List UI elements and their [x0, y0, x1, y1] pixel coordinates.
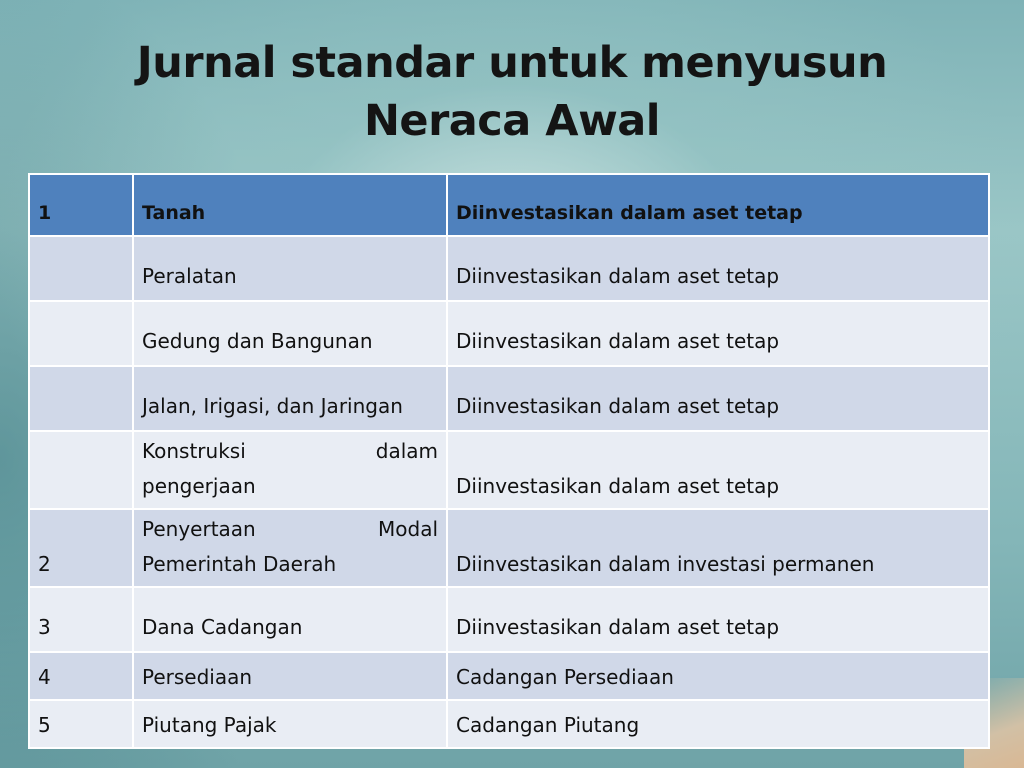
cell-number: 1: [29, 174, 133, 236]
cell-description: Diinvestasikan dalam aset tetap: [447, 301, 989, 366]
cell-description: Diinvestasikan dalam aset tetap: [447, 366, 989, 431]
cell-number: [29, 301, 133, 366]
cell-description: Diinvestasikan dalam aset tetap: [447, 236, 989, 301]
table-row-header: [29, 174, 989, 236]
cell-item: Tanah: [133, 174, 447, 236]
cell-description: Diinvestasikan dalam aset tetap: [447, 587, 989, 652]
cell-item: [133, 431, 447, 509]
cell-item: Gedung dan Bangunan: [133, 301, 447, 366]
cell-number: 4: [29, 652, 133, 700]
table-row: [29, 301, 989, 366]
table-row: [29, 700, 989, 748]
cell-item: Peralatan: [133, 236, 447, 301]
cell-number: 2: [29, 509, 133, 587]
cell-item-line-1: Konstruksi dalam: [142, 439, 438, 463]
cell-item-line-2: Pemerintah Daerah: [142, 552, 337, 576]
cell-item-line-2: pengerjaan: [142, 474, 256, 498]
cell-number: [29, 431, 133, 509]
cell-item: [133, 509, 447, 587]
cell-number: 3: [29, 587, 133, 652]
table-row: [29, 431, 989, 509]
cell-description: Diinvestasikan dalam aset tetap: [447, 431, 989, 509]
table-row: [29, 509, 989, 587]
slide-title-line-2: Neraca Awal: [363, 96, 661, 146]
cell-number: [29, 366, 133, 431]
cell-item: Piutang Pajak: [133, 700, 447, 748]
cell-description: Diinvestasikan dalam aset tetap: [447, 174, 989, 236]
cell-description: Cadangan Piutang: [447, 700, 989, 748]
table-row: [29, 366, 989, 431]
table-row: [29, 652, 989, 700]
cell-number: 5: [29, 700, 133, 748]
cell-item: Jalan, Irigasi, dan Jaringan: [133, 366, 447, 431]
cell-item: Persediaan: [133, 652, 447, 700]
slide-title: [0, 34, 1024, 150]
journal-table: [28, 173, 990, 749]
cell-number: [29, 236, 133, 301]
cell-description: Diinvestasikan dalam investasi permanen: [447, 509, 989, 587]
slide-title-line-1: Jurnal standar untuk menyusun: [136, 38, 888, 88]
cell-item-line-1: Penyertaan Modal: [142, 517, 438, 541]
cell-description: Cadangan Persediaan: [447, 652, 989, 700]
table-row: [29, 236, 989, 301]
table-row: [29, 587, 989, 652]
cell-item: Dana Cadangan: [133, 587, 447, 652]
